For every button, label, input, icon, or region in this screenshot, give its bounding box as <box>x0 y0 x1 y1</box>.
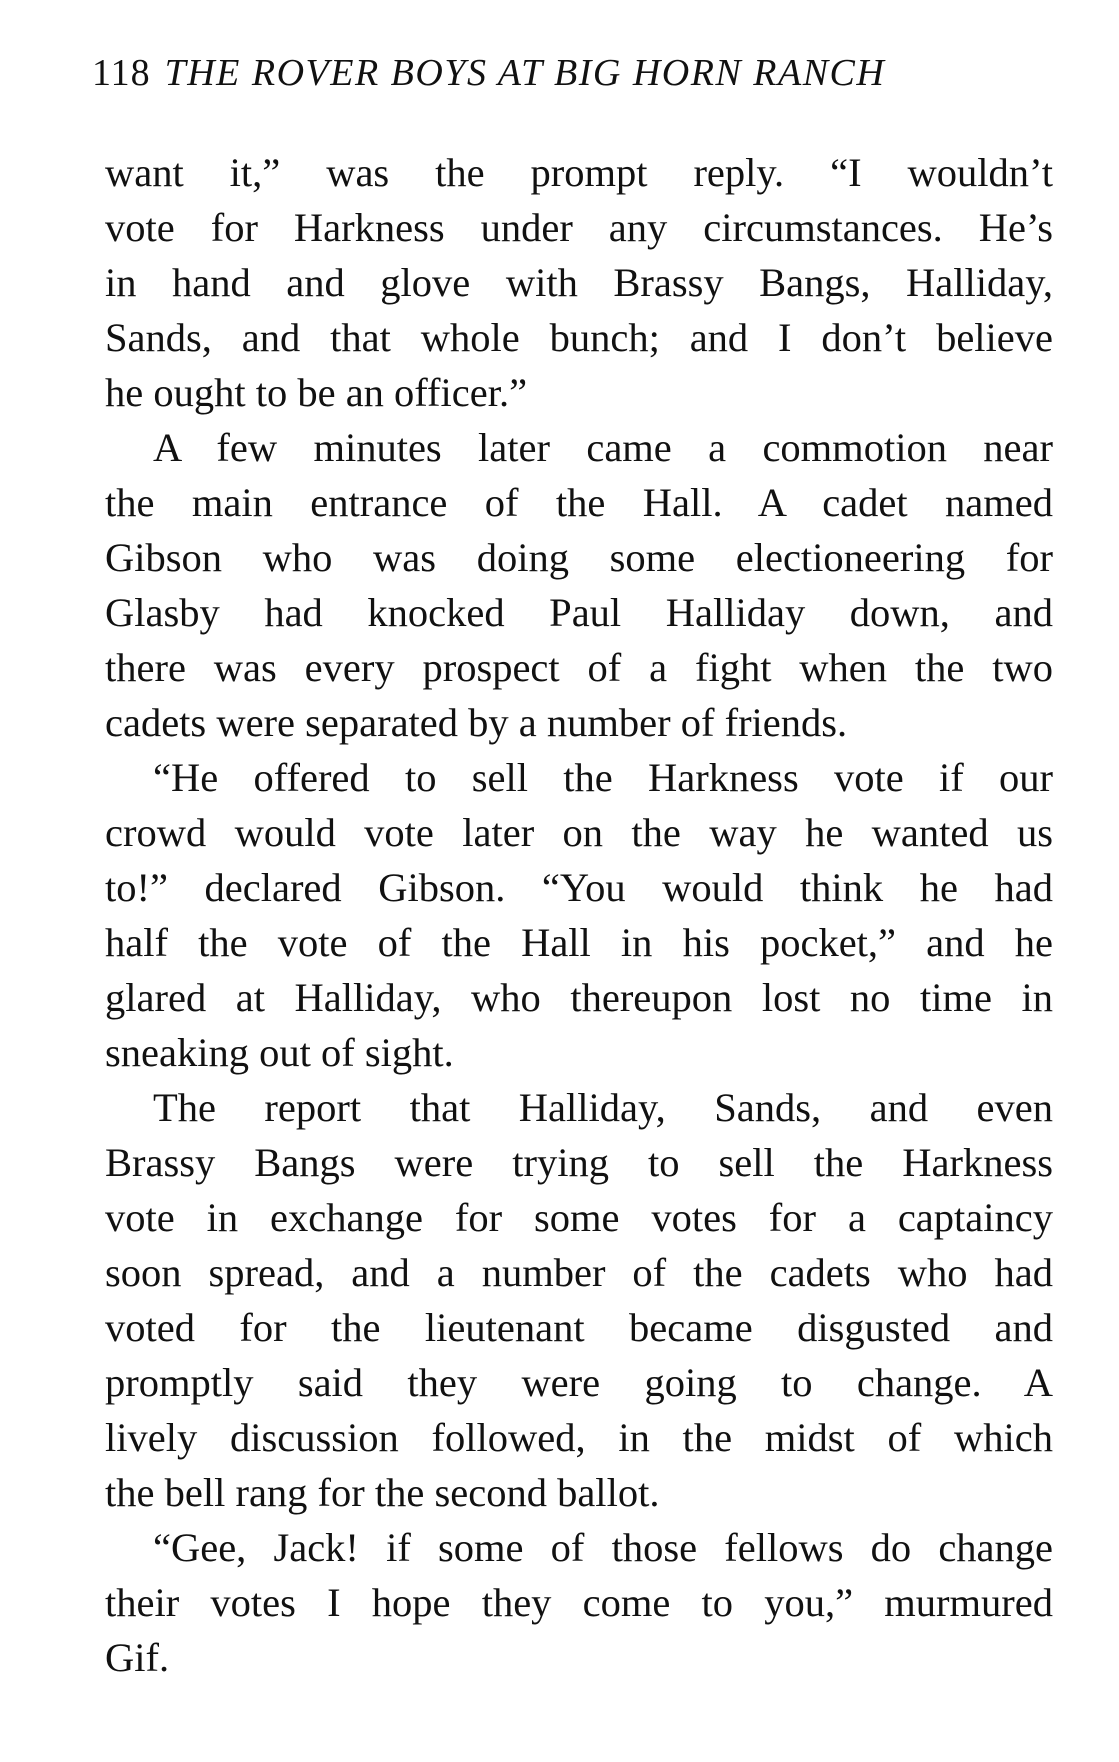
text-line: want it,” was the prompt reply. “I wouldn’t <box>105 150 1053 195</box>
paragraph-first-line: A few minutes later came a commotion near <box>153 425 1053 470</box>
text-line: half the vote of the Hall in his pocket,” and he <box>105 920 1053 965</box>
paragraph-first-line: “Gee, Jack! if some of those fellows do change <box>153 1525 1053 1570</box>
text-line: voted for the lieutenant became disgusted and <box>105 1305 1053 1350</box>
body-text <box>105 145 1053 1685</box>
text-line: promptly said they were going to change. A <box>105 1360 1053 1405</box>
text-line: cadets were separated by a number of friends. <box>105 700 848 745</box>
text-line: Sands, and that whole bunch; and I don’t believe <box>105 315 1053 360</box>
text-line: lively discussion followed, in the midst of which <box>105 1415 1053 1460</box>
text-line: to!” declared Gibson. “You would think he had <box>105 865 1053 910</box>
text-line: their votes I hope they come to you,” murmured <box>105 1580 1053 1625</box>
text-line: sneaking out of sight. <box>105 1030 454 1075</box>
text-line: soon spread, and a number of the cadets who had <box>105 1250 1053 1295</box>
running-head <box>92 48 1052 98</box>
paragraph-first-line: The report that Halliday, Sands, and even <box>153 1085 1053 1130</box>
text-line: Gibson who was doing some electioneering for <box>105 535 1053 580</box>
text-line: Brassy Bangs were trying to sell the Harkness <box>105 1140 1053 1185</box>
text-line: vote in exchange for some votes for a captaincy <box>105 1195 1053 1240</box>
text-line: he ought to be an officer.” <box>105 370 528 415</box>
text-line: there was every prospect of a fight when the two <box>105 645 1053 690</box>
text-line: Glasby had knocked Paul Halliday down, and <box>105 590 1053 635</box>
text-line: glared at Halliday, who thereupon lost no time in <box>105 975 1053 1020</box>
text-line: vote for Harkness under any circumstances. He’s <box>105 205 1053 250</box>
text-line: in hand and glove with Brassy Bangs, Halliday, <box>105 260 1053 305</box>
text-line: the main entrance of the Hall. A cadet named <box>105 480 1053 525</box>
running-title: THE ROVER BOYS AT BIG HORN RANCH <box>164 52 886 94</box>
text-line: the bell rang for the second ballot. <box>105 1470 660 1515</box>
text-line: Gif. <box>105 1635 170 1680</box>
paragraph-first-line: “He offered to sell the Harkness vote if our <box>153 755 1053 800</box>
page-number: 118 <box>92 52 151 94</box>
text-line: crowd would vote later on the way he wanted us <box>105 810 1053 855</box>
